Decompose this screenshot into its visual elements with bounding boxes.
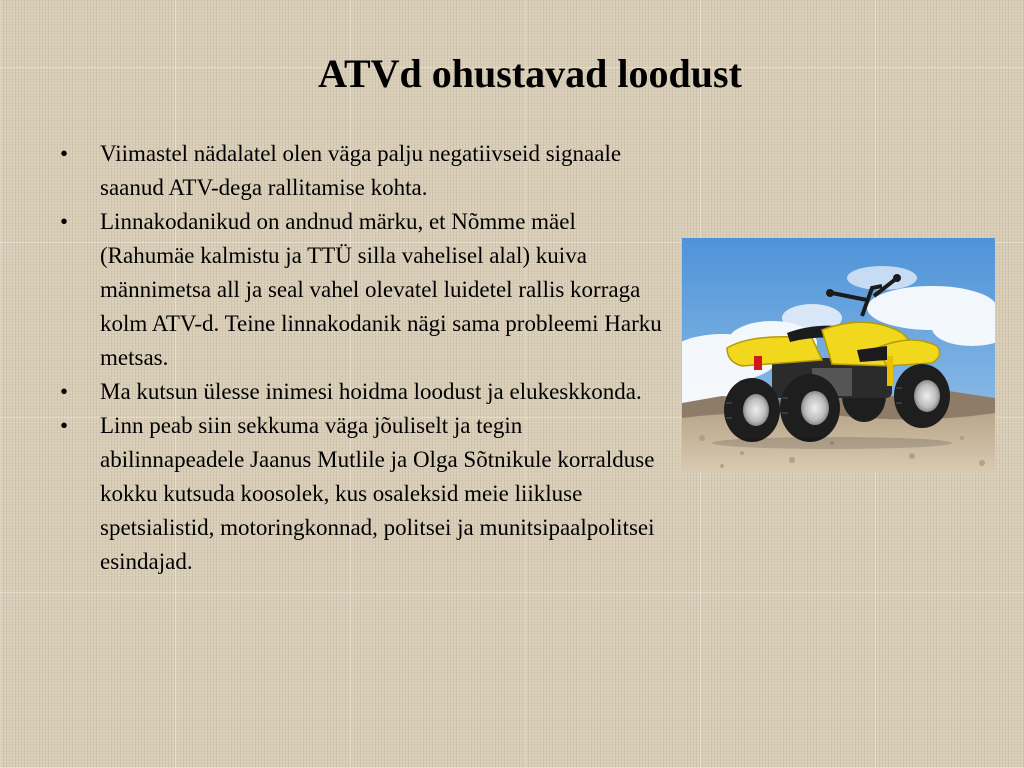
bullet-list: [58, 137, 670, 579]
bullet-marker: •: [60, 141, 69, 166]
bullet-text: Linn peab siin sekkuma väga jõuliselt ja tegin abilinnapeadele Jaanus Mutlile ja Olga Sõtnikule korralduse kokku kutsuda koosolek, kus osaleksid meie liikluse spetsialistid, motoringkonnad, politsei ja munitsipaalpolitsei esindajad.: [100, 413, 655, 574]
bullet-item: [58, 375, 670, 409]
bullet-text: Viimastel nädalatel olen väga palju negatiivseid signaale saanud ATV-dega rallitamise kohta.: [100, 141, 622, 200]
bullet-text: Linnakodanikud on andnud märku, et Nõmme mäel (Rahumäe kalmistu ja TTÜ silla vahelisel alal) kuiva männimetsa all ja seal vahel olevatel luidetel rallis korraga kolm ATV-d. Teine linnakodanik nägi sama probleemi Harku metsas.: [100, 209, 662, 370]
atv-photo: [682, 238, 995, 471]
atv-illustration: [682, 238, 995, 471]
bullet-item: [58, 137, 670, 205]
bullet-item: [58, 409, 670, 579]
bullet-marker: •: [60, 413, 69, 438]
bullet-text: Ma kutsun ülesse inimesi hoidma loodust ja elukeskkonda.: [100, 379, 642, 404]
bullet-item: [58, 205, 670, 375]
slide-title: ATVd ohustavad loodust: [318, 51, 742, 96]
bullet-marker: •: [60, 379, 69, 404]
bullet-marker: •: [60, 209, 69, 234]
